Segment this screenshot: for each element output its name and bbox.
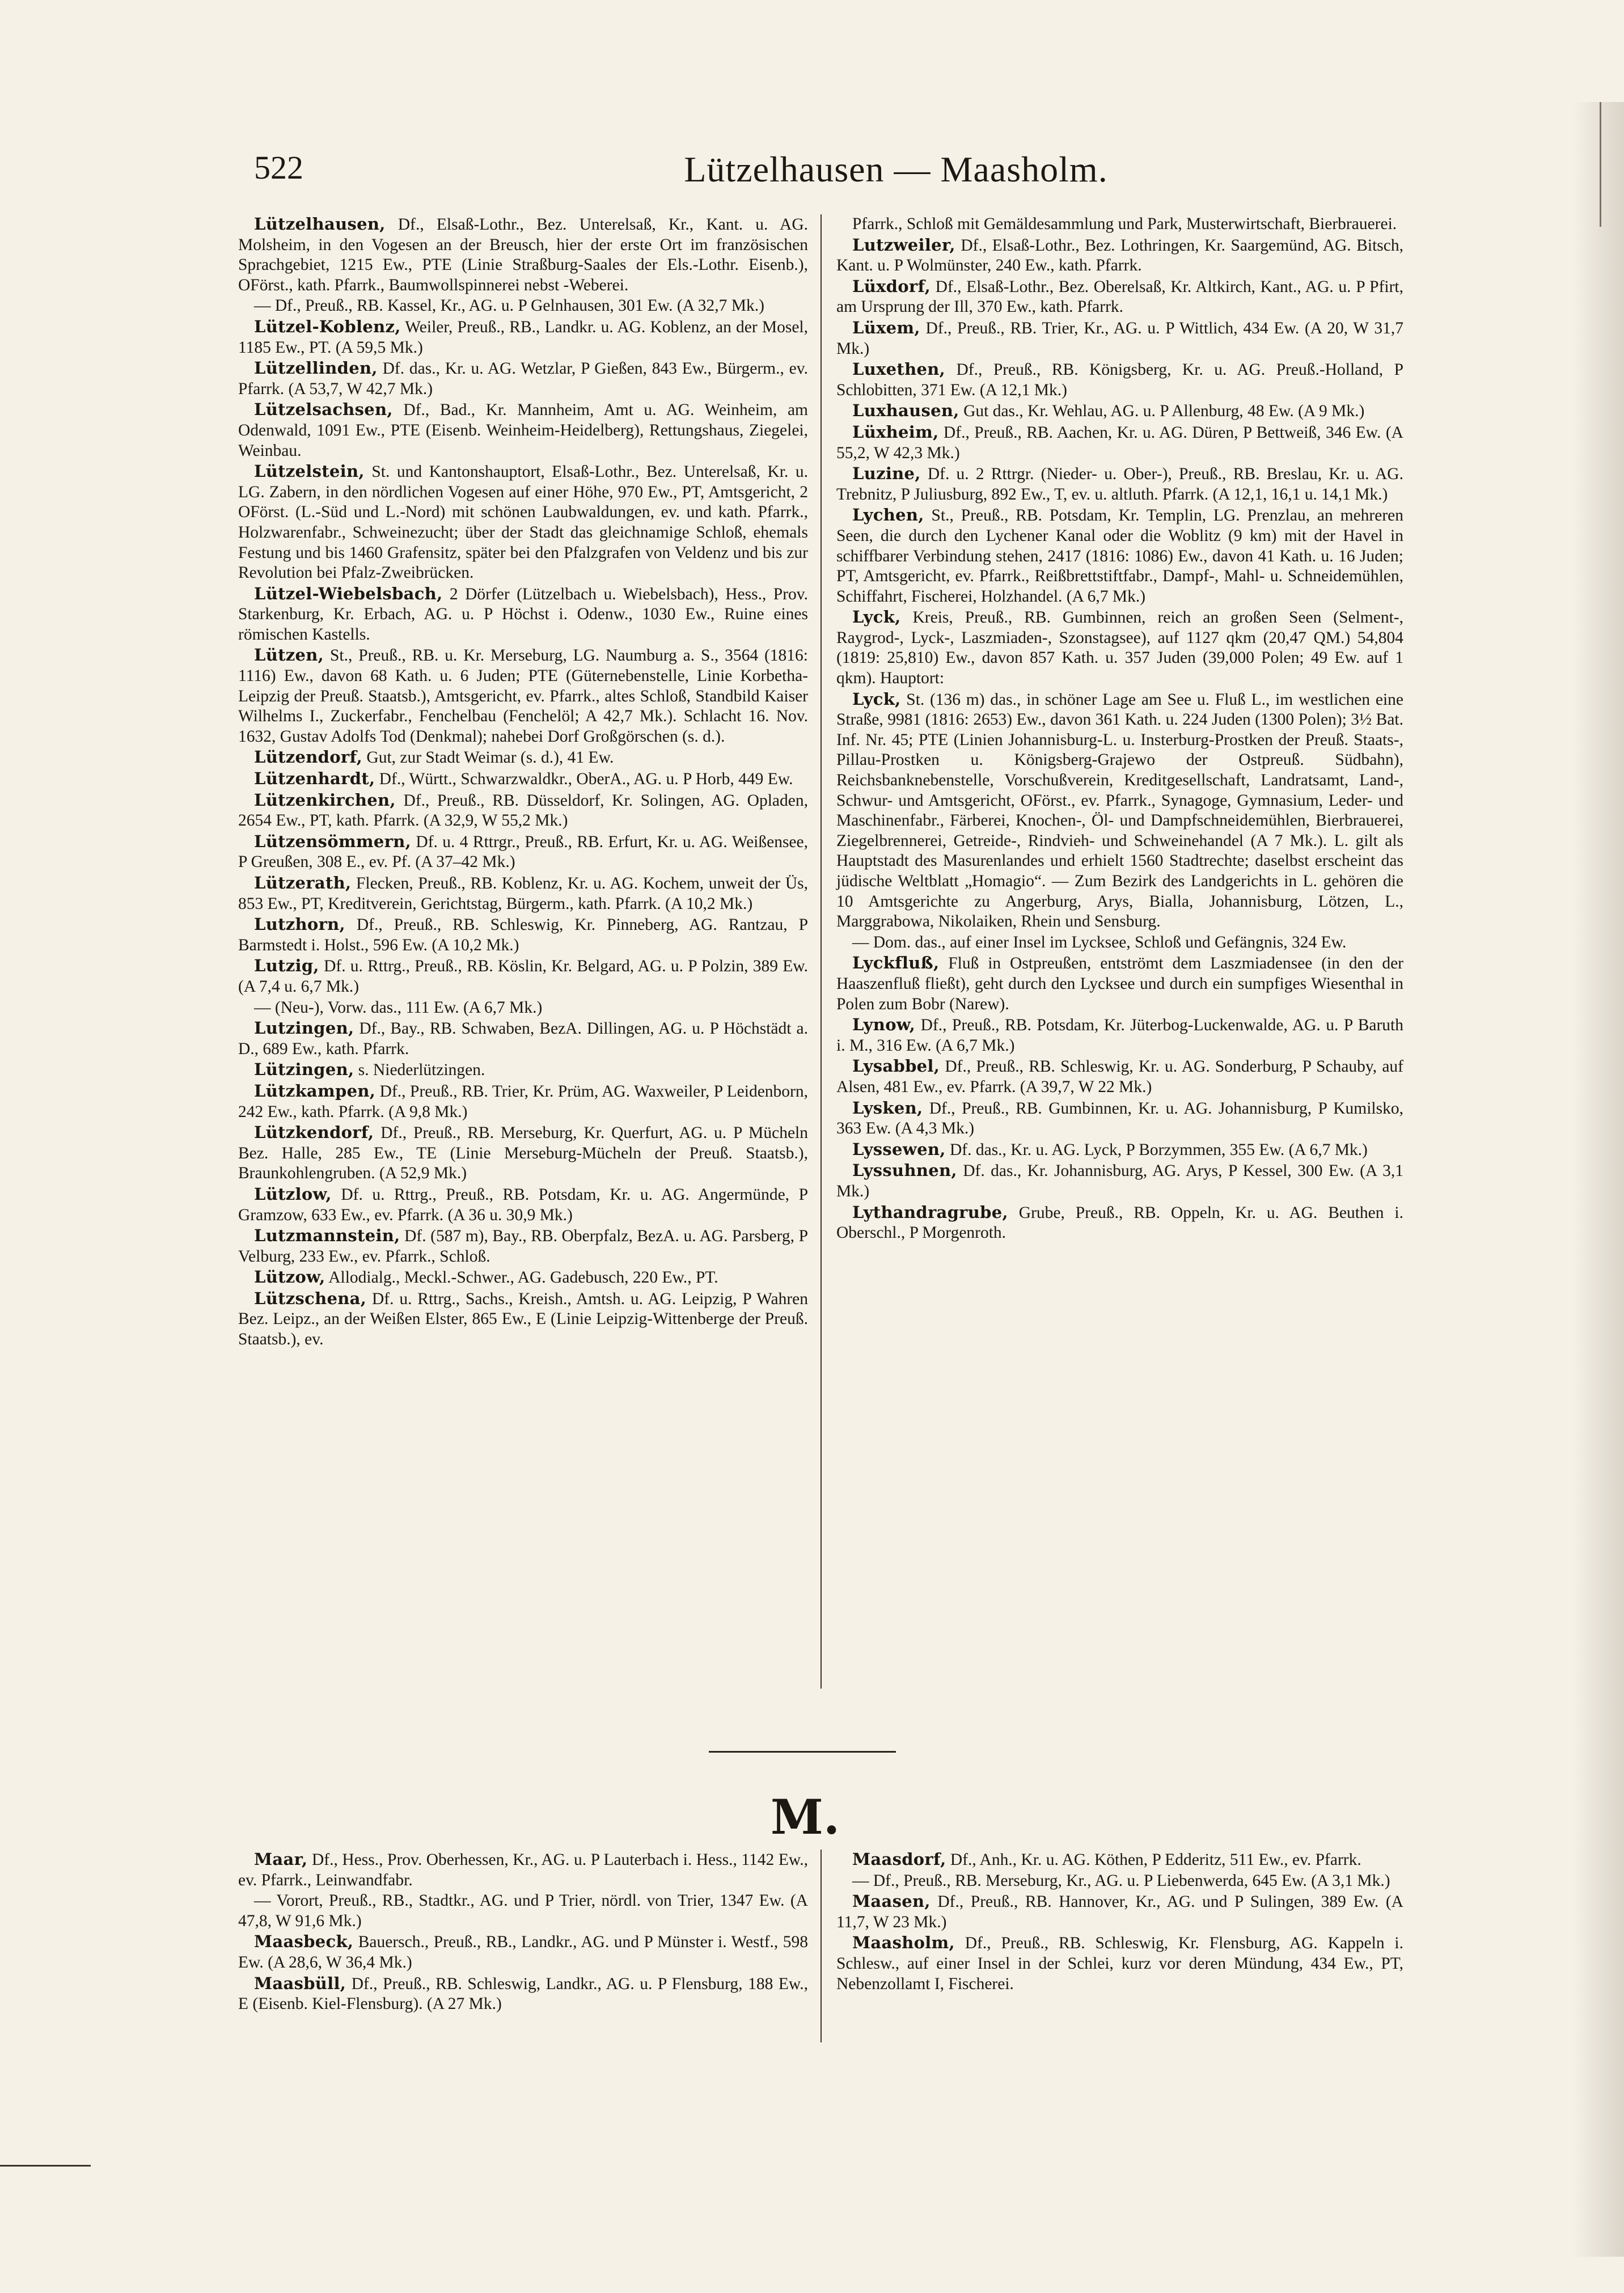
dictionary-entry <box>238 1081 808 1122</box>
dictionary-entry <box>238 747 808 768</box>
entry-headword: Lützelstein, <box>254 462 365 481</box>
entry-text: Df., Elsaß-Lothr., Bez. Lothringen, Kr. Saargemünd, AG. Bitsch, Kant. u. P Wolmünster, 240 Ew., kath. Pfarrk. <box>836 236 1403 275</box>
entry-headword: Maasbeck, <box>254 1932 354 1952</box>
dictionary-entry <box>836 422 1403 463</box>
entry-headword: Maar, <box>254 1850 308 1869</box>
entry-headword: Lynow, <box>852 1015 916 1035</box>
entry-text: Df., Preuß., RB. Potsdam, Kr. Jüterbog-Luckenwalde, AG. u. P Baruth i. M., 316 Ew. (A 6,7 Mk.) <box>836 1016 1403 1055</box>
dictionary-entry <box>836 689 1403 932</box>
dictionary-entry <box>238 584 808 645</box>
entry-headword: Lutzig, <box>254 956 319 976</box>
right-column-top <box>836 214 1403 1244</box>
entry-headword: Lützenkirchen, <box>254 790 396 810</box>
entry-headword: Lützel-Wiebelsbach, <box>254 583 443 603</box>
entry-text: Df. das., Kr. u. AG. Lyck, P Borzymmen, 355 Ew. (A 6,7 Mk.) <box>945 1140 1368 1159</box>
dictionary-entry <box>238 832 808 873</box>
entry-headword: Lützel-Koblenz, <box>254 316 401 336</box>
margin-marker <box>1600 102 1601 227</box>
entry-text: Df., Preuß., RB. Trier, Kr. Prüm, AG. Waxweiler, P Leidenborn, 242 Ew., kath. Pfarrk. (A 9,8 Mk.) <box>238 1082 808 1121</box>
dictionary-entry <box>238 1018 808 1059</box>
entry-headword: Lutzingen, <box>254 1018 354 1038</box>
entry-headword: Luxhausen, <box>852 401 959 421</box>
entry-headword: Lyck, <box>852 689 901 709</box>
entry-text: — Df., Preuß., RB. Kassel, Kr., AG. u. P Gelnhausen, 301 Ew. (A 32,7 Mk.) <box>254 297 764 315</box>
entry-text: Df. (587 m), Bay., RB. Oberpfalz, BezA. u. AG. Parsberg, P Velburg, 233 Ew., ev. Pfarrk., Schloß. <box>238 1227 808 1266</box>
entry-headword: Lysken, <box>852 1098 923 1118</box>
entry-text: s. Niederlützingen. <box>354 1061 485 1080</box>
dictionary-entry <box>238 645 808 747</box>
dictionary-entry <box>836 505 1403 607</box>
entry-text: Df., Hess., Prov. Oberhessen, Kr., AG. u. P Lauterbach i. Hess., 1142 Ew., ev. Pfarrk., Leinwandfabr. <box>238 1851 808 1889</box>
column-divider-top <box>821 214 822 1689</box>
margin-rule <box>0 2165 91 2167</box>
entry-headword: Lützerath, <box>254 873 352 892</box>
entry-headword: Lüxem, <box>852 318 920 337</box>
dictionary-entry <box>238 998 808 1018</box>
entry-text: Fluß in Ostpreußen, entströmt dem Laszmiadensee (in den der Haaszenfluß fließt), geht durch den Lycksee und durch ein sumpfiges Wiesenthal in Polen zum Bobr (Narew). <box>836 954 1403 1013</box>
page-edge-shading <box>1573 102 1624 2257</box>
entry-headword: Lützschena, <box>254 1288 367 1308</box>
dictionary-entry <box>836 1098 1403 1139</box>
dictionary-entry <box>836 1871 1403 1892</box>
dictionary-entry <box>238 956 808 997</box>
dictionary-entry <box>238 1184 808 1225</box>
entry-text: Df., Preuß., RB. Trier, Kr., AG. u. P Wittlich, 434 Ew. (A 20, W 31,7 Mk.) <box>836 319 1403 358</box>
section-letter-heading: M. <box>770 1789 840 1845</box>
column-divider-bottom <box>821 1850 822 2042</box>
entry-text: Df., Anh., Kr. u. AG. Köthen, P Edderitz, 511 Ew., ev. Pfarrk. <box>946 1851 1361 1869</box>
entry-text: Grube, Preuß., RB. Oppeln, Kr. u. AG. Beuthen i. Oberschl., P Morgenroth. <box>836 1203 1403 1242</box>
entry-headword: Maasdorf, <box>852 1850 946 1869</box>
entry-text: Flecken, Preuß., RB. Koblenz, Kr. u. AG. Kochem, unweit der Üs, 853 Ew., PT, Kreditverein, Gerichtstag, Bürgerm., kath. Pfarrk. (A 10,2 Mk.) <box>238 874 808 913</box>
entry-text: Weiler, Preuß., RB., Landkr. u. AG. Koblenz, an der Mosel, 1185 Ew., PT. (A 59,5 Mk.) <box>238 318 808 357</box>
dictionary-entry <box>836 1203 1403 1243</box>
entry-headword: Lützlow, <box>254 1184 332 1204</box>
dictionary-entry <box>238 317 808 358</box>
entry-headword: Lützkampen, <box>254 1081 376 1101</box>
dictionary-entry <box>238 915 808 955</box>
dictionary-entry <box>238 296 808 316</box>
entry-headword: Lyckfluß, <box>852 953 940 973</box>
dictionary-entry <box>836 933 1403 953</box>
dictionary-entry <box>836 359 1403 400</box>
entry-text: Df., Preuß., RB. Schleswig, Kr. Pinneberg, AG. Rantzau, P Barmstedt i. Holst., 596 Ew. (A 10,2 Mk.) <box>238 916 808 954</box>
dictionary-entry <box>238 1267 808 1288</box>
entry-text: — Df., Preuß., RB. Merseburg, Kr., AG. u. P Liebenwerda, 645 Ew. (A 3,1 Mk.) <box>852 1871 1390 1890</box>
entry-headword: Lutzweiler, <box>852 235 955 255</box>
entry-headword: Lützellinden, <box>254 358 378 378</box>
entry-headword: Lythandragrube, <box>852 1202 1008 1222</box>
section-separator-rule <box>709 1751 896 1753</box>
entry-text: St., Preuß., RB. Potsdam, Kr. Templin, LG. Prenzlau, an mehreren Seen, die durch den Lychener Kanal oder die Woblitz (9 km) mit der Havel in schiffbarer Verbindung stehen, 2417 (1816: 1086) Ew., davon 41 Kath. u. 16 Juden; PT, Amtsgericht, ev. Pfarrk., Reißbrettstiftfabr., Dampf-, Mahl- u. Schneidemühlen, Schiffahrt, Fischerei, Holzhandel. (A 6,7 Mk.) <box>836 506 1403 606</box>
dictionary-entry <box>238 1891 808 1931</box>
dictionary-entry <box>836 235 1403 276</box>
dictionary-entry <box>238 462 808 583</box>
entry-text: Df., Elsaß-Lothr., Bez. Oberelsaß, Kr. Altkirch, Kant., AG. u. P Pfirt, am Ursprung der Ill, 370 Ew., kath. Pfarrk. <box>836 277 1403 316</box>
dictionary-entry <box>836 318 1403 359</box>
entry-headword: Luzine, <box>852 464 921 484</box>
dictionary-entry <box>836 277 1403 318</box>
dictionary-entry <box>238 1850 808 1890</box>
entry-text: Df., Württ., Schwarzwaldkr., OberA., AG. u. P Horb, 449 Ew. <box>375 770 793 789</box>
right-column-bottom <box>836 1850 1403 1995</box>
entry-headword: Maasholm, <box>852 1933 955 1953</box>
entry-headword: Lützow, <box>254 1267 325 1287</box>
entry-text: Gut das., Kr. Wehlau, AG. u. P Allenburg, 48 Ew. (A 9 Mk.) <box>959 402 1365 421</box>
dictionary-entry <box>238 790 808 831</box>
dictionary-entry <box>238 1226 808 1267</box>
dictionary-entry <box>238 1974 808 2015</box>
entry-headword: Lychen, <box>852 505 924 525</box>
entry-headword: Lützelsachsen, <box>254 400 393 420</box>
entry-text: St. (136 m) das., in schöner Lage am See u. Fluß L., im westlichen eine Straße, 9981 (1816: 2653) Ew., davon 361 Kath. u. 224 Juden (1300 Polen); 3½ Bat. Inf. Nr. 45; PTE (Linien Johannisburg-L. u. Insterburg-Prostken der Preuß. Staats-, Pillau-Prostken u. Königsberg-Grajewo der Ostpreuß. Südbahn), Reichsbanknebenstelle, Vorschußverein, Kreditgesellschaft, Landratsamt, Land-, Schwur- und Amtsgericht, OFörst., ev. Pfarrk., Synagoge, Gymnasium, Leder- und Maschinenfabr., Färberei, Knochen-, Öl- und Dampfschneidemühlen, Bierbrauerei, Ziegelbrennerei, Getreide-, Rindvieh- und Schweinehandel (A 7 Mk.). L. gilt als Hauptstadt des Masurenlandes und erhielt 1560 Stadtrechte; daselbst erscheint das jüdische Weltblatt „Homagio“. — Zum Bezirk des Landgerichts in L. gehören die 10 Amtsgerichte zu Angerburg, Arys, Bialla, Johannisburg, Lötzen, L., Marggrabowa, Nikolaiken, Rhein und Sensburg. <box>836 690 1403 931</box>
dictionary-entry <box>836 1056 1403 1097</box>
dictionary-entry <box>836 401 1403 422</box>
entry-headword: Lutzmannstein, <box>254 1226 400 1246</box>
entry-headword: Maasbüll, <box>254 1973 346 1993</box>
entry-text: Df., Preuß., RB. Schleswig, Kr. Flensburg, AG. Kappeln i. Schlesw., auf einer Insel in der Schlei, kurz vor deren Mündung, 434 Ew., PT, Nebenzollamt I, Fischerei. <box>836 1934 1403 1993</box>
dictionary-entry <box>836 1850 1403 1871</box>
entry-headword: Lützenhardt, <box>254 769 375 789</box>
page-number: 522 <box>254 149 303 186</box>
entry-text: Df. u. 2 Rttrgr. (Nieder- u. Ober-), Preuß., RB. Breslau, Kr. u. AG. Trebnitz, P Juliusburg, 892 Ew., T, ev. u. altluth. Pfarrk. (A 12,1, 16,1 u. 14,1 Mk.) <box>836 465 1403 504</box>
dictionary-entry <box>238 400 808 461</box>
entry-headword: Lyssewen, <box>852 1139 946 1159</box>
entry-text: — (Neu-), Vorw. das., 111 Ew. (A 6,7 Mk.) <box>254 998 543 1017</box>
entry-text: Df. u. Rttrg., Preuß., RB. Köslin, Kr. Belgard, AG. u. P Polzin, 389 Ew. (A 7,4 u. 6,7 Mk.) <box>238 957 808 996</box>
entry-headword: Lutzhorn, <box>254 915 345 934</box>
dictionary-entry <box>238 1289 808 1350</box>
entry-text: Df. das., Kr. u. AG. Wetzlar, P Gießen, 843 Ew., Bürgerm., ev. Pfarrk. (A 53,7, W 42,7 Mk.) <box>238 359 808 398</box>
entry-text: Df., Bay., RB. Schwaben, BezA. Dillingen, AG. u. P Höchstädt a. D., 689 Ew., kath. Pfarrk. <box>238 1019 808 1058</box>
entry-headword: Lyssuhnen, <box>852 1161 957 1181</box>
entry-text: Df., Preuß., RB. Schleswig, Landkr., AG. u. P Flensburg, 188 Ew., E (Eisenb. Kiel-Flensburg). (A 27 Mk.) <box>238 1974 808 2013</box>
entry-text: Df. u. 4 Rttrgr., Preuß., RB. Erfurt, Kr. u. AG. Weißensee, P Greußen, 308 E., ev. Pf. (A 37–42 Mk.) <box>238 832 808 871</box>
entry-text: Df., Preuß., RB. Königsberg, Kr. u. AG. Preuß.-Holland, P Schlobitten, 371 Ew. (A 12,1 Mk.) <box>836 361 1403 399</box>
entry-headword: Lysabbel, <box>852 1056 940 1076</box>
dictionary-entry <box>238 1123 808 1184</box>
page-title: Lützelhausen — Maasholm. <box>684 149 1108 189</box>
entry-text: Allodialg., Meckl.-Schwer., AG. Gadebusch, 220 Ew., PT. <box>325 1268 718 1287</box>
entry-text: — Vorort, Preuß., RB., Stadtkr., AG. und P Trier, nördl. von Trier, 1347 Ew. (A 47,8, W 91,6 Mk.) <box>238 1892 808 1930</box>
dictionary-entry <box>238 214 808 295</box>
entry-text: Gut, zur Stadt Weimar (s. d.), 41 Ew. <box>362 748 614 767</box>
left-column-bottom <box>238 1850 808 2015</box>
entry-text: Df., Bad., Kr. Mannheim, Amt u. AG. Weinheim, am Odenwald, 1091 Ew., PTE (Eisenb. Weinheim-Heidelberg), Rettungshaus, Ziegelei, Weinbau. <box>238 401 808 460</box>
dictionary-entry <box>836 1015 1403 1056</box>
entry-text: Kreis, Preuß., RB. Gumbinnen, reich an großen Seen (Selment-, Raygrod-, Lyck-, Laszmiaden-, Szonstagsee), auf 1127 qkm (20,47 QM.) 54,804 (1819: 25,810) Ew., davon 857 Kath. u. 357 Juden (39,000 Polen; 49 Ew. auf 1 qkm). Hauptort: <box>836 608 1403 688</box>
entry-text: Df., Preuß., RB. Hannover, Kr., AG. und P Sulingen, 389 Ew. (A 11,7, W 23 Mk.) <box>836 1893 1403 1931</box>
entry-text: Df. das., Kr. Johannisburg, AG. Arys, P Kessel, 300 Ew. (A 3,1 Mk.) <box>836 1162 1403 1200</box>
entry-headword: Lyck, <box>852 607 901 627</box>
dictionary-entry <box>836 1161 1403 1202</box>
entry-text: Bauersch., Preuß., RB., Landkr., AG. und P Münster i. Westf., 598 Ew. (A 28,6, W 36,4 Mk.) <box>238 1933 808 1972</box>
entry-text: Df., Preuß., RB. Schleswig, Kr. u. AG. Sonderburg, P Schauby, auf Alsen, 481 Ew., ev. Pfarrk. (A 39,7, W 22 Mk.) <box>836 1057 1403 1096</box>
dictionary-entry <box>836 464 1403 505</box>
dictionary-entry <box>238 1932 808 1973</box>
entry-text: St., Preuß., RB. u. Kr. Merseburg, LG. Naumburg a. S., 3564 (1816: 1116) Ew., davon 68 Kath. u. 6 Juden; PTE (Güternebenstelle, Linie Korbetha-Leipzig der Preuß. Staatsb.), Amtsgericht, ev. Pfarrk., altes Schloß, Standbild Kaiser Wilhelms I., Zuckerfabr., Fenchelbau (Fenchelöl; A 42,7 Mk.). Schlacht 16. Nov. 1632, Gustav Adolfs Tod (Denkmal); nahebei Dorf Großgörschen (s. d.). <box>238 646 808 746</box>
entry-text: Df., Preuß., RB. Düsseldorf, Kr. Solingen, AG. Opladen, 2654 Ew., PT, kath. Pfarrk. (A 32,9, W 55,2 Mk.) <box>238 791 808 830</box>
entry-text: Df. u. Rttrg., Sachs., Kreish., Amtsh. u. AG. Leipzig, P Wahren Bez. Leipz., an der Weißen Elster, 865 Ew., E (Linie Leipzig-Wittenberge der Preuß. Staatsb.), ev. <box>238 1289 808 1349</box>
entry-text: — Dom. das., auf einer Insel im Lycksee, Schloß und Gefängnis, 324 Ew. <box>852 933 1347 951</box>
entry-text: Df., Preuß., RB. Merseburg, Kr. Querfurt, AG. u. P Mücheln Bez. Halle, 285 Ew., TE (Linie Merseburg-Mücheln der Preuß. Staatsb.), Braunkohlengruben. (A 52,9 Mk.) <box>238 1124 808 1183</box>
dictionary-entry <box>238 1060 808 1081</box>
dictionary-entry <box>836 607 1403 688</box>
entry-headword: Lüxheim, <box>852 422 939 442</box>
entry-text: Df. u. Rttrg., Preuß., RB. Potsdam, Kr. u. AG. Angermünde, P Gramzow, 633 Ew., ev. Pfarrk. (A 36 u. 30,9 Mk.) <box>238 1185 808 1224</box>
entry-headword: Lützelhausen, <box>254 214 386 234</box>
entry-text: Df., Preuß., RB. Gumbinnen, Kr. u. AG. Johannisburg, P Kumilsko, 363 Ew. (A 4,3 Mk.) <box>836 1099 1403 1138</box>
entry-headword: Lützen, <box>254 645 324 665</box>
entry-text: Pfarrk., Schloß mit Gemäldesammlung und Park, Musterwirtschaft, Bierbrauerei. <box>852 215 1397 233</box>
entry-text: Df., Elsaß-Lothr., Bez. Unterelsaß, Kr., Kant. u. AG. Molsheim, in den Vogesen an der Breusch, hier der erste Ort im französischen Sprachgebiet, 1215 Ew., PTE (Linie Straßburg-Saales der Els.-Lothr. Eisenb.), OFörst., kath. Pfarrk., Baumwollspinnerei nebst -Weberei. <box>238 215 808 294</box>
dictionary-entry <box>836 953 1403 1014</box>
dictionary-entry <box>836 1933 1403 1994</box>
entry-text: Df., Preuß., RB. Aachen, Kr. u. AG. Düren, P Bettweiß, 346 Ew. (A 55,2, W 42,3 Mk.) <box>836 423 1403 462</box>
left-column-top <box>238 214 808 1351</box>
dictionary-entry <box>836 214 1403 235</box>
entry-headword: Lützkendorf, <box>254 1123 374 1143</box>
entry-headword: Lüxdorf, <box>852 276 931 296</box>
dictionary-entry <box>238 769 808 790</box>
entry-headword: Luxethen, <box>852 359 946 379</box>
dictionary-entry <box>836 1892 1403 1932</box>
entry-headword: Lützingen, <box>254 1060 354 1080</box>
entry-headword: Lützendorf, <box>254 747 363 767</box>
dictionary-entry <box>238 358 808 399</box>
dictionary-entry <box>238 873 808 914</box>
entry-text: 2 Dörfer (Lützelbach u. Wiebelsbach), Hess., Prov. Starkenburg, Kr. Erbach, AG. u. P Höchst i. Odenw., 1030 Ew., Ruine eines römischen Kastells. <box>238 585 808 644</box>
dictionary-entry <box>836 1140 1403 1161</box>
entry-headword: Lützensömmern, <box>254 831 412 851</box>
entry-headword: Maasen, <box>852 1892 931 1911</box>
entry-text: St. und Kantonshauptort, Elsaß-Lothr., Bez. Unterelsaß, Kr. u. LG. Zabern, in den nördlichen Vogesen auf einer Höhe, 970 Ew., PT, Amtsgericht, 2 OFörst. (L.-Süd und L.-Nord) mit schönen Laubwaldungen, ev. und kath. Pfarrk., Holzwarenfabr., Schweinezucht; über der Stadt das gleichnamige Schloß, ehemals Festung und bis 1460 Grafensitz, später bei den Pfalzgrafen von Veldenz und bis zur Revolution bei Pfalz-Zweibrücken. <box>238 463 808 582</box>
